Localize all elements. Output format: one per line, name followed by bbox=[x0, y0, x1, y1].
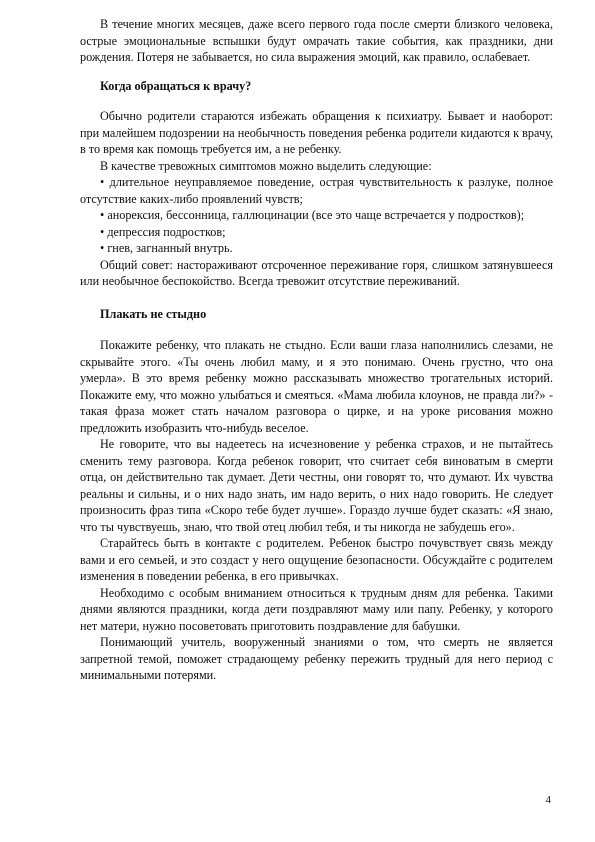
paragraph: Не говорите, что вы надеетесь на исчезновение у ребенка страхов, и не пытайтесь сменить тему разговора. Когда ребенок говорит, что считает себя виноватым в смерти отца, он действительно так думает. Дети честны, они говорят то, что думают. Их чувства реальны и сильны, и о них надо знать, им надо верить, о них надо говорить. Не следует произносить фраз типа «Скоро тебе будет лучше». Гораздо лучше будет сказать: «Я знаю, что ты чувствуешь, знаю, что твой отец любил тебя, и ты никогда не забудешь его». bbox=[80, 437, 553, 534]
paragraph: Общий совет: настораживают отсроченное переживание горя, слишком затянувшееся или необычное беспокойство. Всегда тревожит отсутствие переживаний. bbox=[80, 257, 553, 288]
paragraph: Обычно родители стараются избежать обращения к психиатру. Бывает и наоборот: при малейшем подозрении на необычность поведения ребенка родители кидаются к врачу, в то время как помощь требуется им, а не ребенку. bbox=[80, 109, 553, 156]
paragraph: Старайтесь быть в контакте с родителем. Ребенок быстро почувствует связь между вами и его семьей, и это создаст у него ощущение безопасности. Обсуждайте с родителем изменения в поведении ребенка, в его привычках. bbox=[80, 536, 553, 583]
bullet-item: • анорексия, бессонница, галлюцинации (все это чаще встречается у подростков); bbox=[100, 208, 525, 222]
document-page bbox=[80, 16, 553, 684]
bullet-item: • длительное неуправляемое поведение, острая чувствительность к разлуке, полное отсутствие каких-либо проявлений чувств; bbox=[80, 175, 553, 206]
bullet-item: • депрессия подростков; bbox=[100, 224, 226, 239]
paragraph: Понимающий учитель, вооруженный знаниями о том, что смерть не является запретной темой, поможет страдающему ребенку пережить трудный для него период с минимальными потерями. bbox=[80, 635, 553, 682]
section-heading-crying: Плакать не стыдно bbox=[100, 306, 207, 321]
paragraph: В качестве тревожных симптомов можно выделить следующие: bbox=[100, 158, 432, 173]
section-heading-doctor: Когда обращаться к врачу? bbox=[100, 78, 252, 93]
page-number: 4 bbox=[545, 794, 551, 806]
paragraph: Необходимо с особым вниманием относиться к трудным дням для ребенка. Такими днями являются праздники, когда дети поздравляют маму или папу. Ребенку, у которого нет матери, нужно посоветовать приготовить поздравление для бабушки. bbox=[80, 585, 553, 633]
paragraph: Покажите ребенку, что плакать не стыдно. Если ваши глаза наполнились слезами, не скрывайте этого. «Ты очень любил маму, и я это понимаю. Очень грустно, что она умерла». В это время ребенку можно рассказывать множество трогательных историй. Покажите ему, что можно улыбаться и смеяться. «Мама любила клоунов, не правда ли?» - такая фраза может стать началом разговора о цирке, и на уроке рисования можно предложить изобразить что-нибудь веселое. bbox=[80, 338, 553, 435]
bullet-item: • гнев, загнанный внутрь. bbox=[100, 241, 233, 255]
paragraph: В течение многих месяцев, даже всего первого года после смерти близкого человека, острые эмоциональные вспышки будут омрачать такие события, как праздники, дни рождения. Потеря не забывается, но сила выражения эмоций, как правило, ослабевает. bbox=[80, 17, 553, 64]
